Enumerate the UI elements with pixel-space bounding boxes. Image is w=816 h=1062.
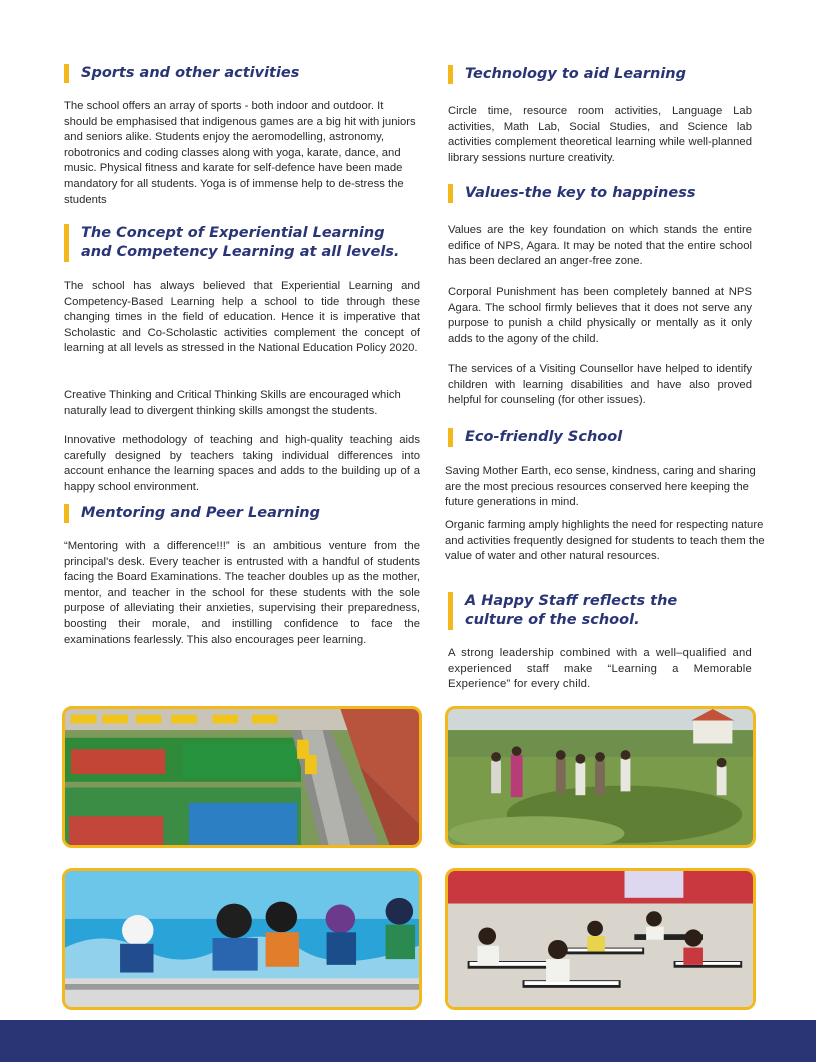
mentoring-heading [64, 504, 420, 523]
staff-title-line-1: A Happy Staff reflects the [465, 593, 678, 609]
technology-heading [448, 65, 752, 84]
values-paragraph-1: Values are the key foundation on which stands the entire edifice of NPS, Agara. It may be noted that the entire school has been declared an anger-free zone. [448, 224, 752, 268]
technology-title: Technology to aid Learning [465, 66, 686, 82]
footer-band [0, 1020, 816, 1062]
technology-text: Circle time, resource room activities, Language Lab activities, Math Lab, Social Studies, and Science lab activities complement theoretical learning while well-planned library sessions nurture creativity. [448, 105, 752, 164]
values-paragraph-2: Corporal Punishment has been completely banned at NPS Agara. The school firmly believes that it does not serve any purpose to punish a child physically or mentally as it only adds to the agony of the child. [448, 286, 752, 345]
concept-title: The Concept of Experiential Learning and Competency Learning at all levels. [81, 225, 400, 260]
concept-paragraph-2: Creative Thinking and Critical Thinking Skills are encouraged which naturally lead to divergent thinking skills amongst the students. [64, 389, 401, 417]
music-class-photo [445, 868, 756, 1010]
organic-farming-photo [445, 706, 756, 848]
eco-heading [448, 428, 752, 447]
eco-paragraph-1: Saving Mother Earth, eco sense, kindness, caring and sharing are the most precious resources conserved here keeping the future generations in mind. [445, 465, 756, 509]
sports-heading [64, 64, 424, 83]
values-title: Values-the key to happiness [465, 185, 696, 201]
values-paragraph-3: The services of a Visiting Counsellor have helped to identify children with learning disabilities and have also proved helpful for counseling (for other issues). [448, 363, 752, 407]
concept-paragraph-1: The school has always believed that Experiential Learning and Competency-Based Learning help a school to tide through these changing times in the field of education. Hence it is imperative that Scholastic and Co-Scholastic activities complement the concept of learning at all levels as stressed in the National Education Policy 2020. [64, 280, 420, 355]
eco-paragraph-2: Organic farming amply highlights the need for respecting nature and activities frequently designed for students to teach them the value of water and other natural resources. [445, 519, 765, 563]
eco-title: Eco-friendly School [465, 429, 623, 445]
concept-paragraph-3: Innovative methodology of teaching and high-quality teaching aids carefully designed by teachers taking individual differences into account enhance the learning spaces and adds to the building up of a happy school environment. [64, 434, 420, 493]
staff-heading [448, 592, 752, 630]
staff-text: A strong leadership combined with a well–qualified and experienced staff make “Learning a Memorable Experience” for every child. [448, 647, 752, 691]
values-heading [448, 184, 752, 203]
campus-aerial-photo [62, 706, 422, 848]
sports-title: Sports and other activities [81, 65, 300, 81]
mentoring-text: “Mentoring with a difference!!!” is an ambitious venture from the principal's desk. Every teacher is entrusted with a handful of students facing the Board Examinations. The teacher doubles up as the mother, mentor, and teacher in the school for these students with the sole purpose of alleviating their anxieties, supervising their preparedness, boosting their morale, and instilling confidence to face the examinations fearlessly. This also encourages peer learning. [64, 540, 420, 646]
staff-title-line-2: culture of the school. [465, 612, 640, 628]
swimming-photo [62, 868, 422, 1010]
sports-text: The school offers an array of sports - both indoor and outdoor. It should be emphasised that indigenous games are a big hit with juniors and seniors alike. Students enjoy the aeromodelling, astronomy, robotronics and coding classes along with yoga, karate, dance, and music. Physical fitness and karate for self-defence have been made mandatory for all students. Yoga is of immense help to de-stress the students [64, 100, 416, 206]
mentoring-title: Mentoring and Peer Learning [81, 505, 320, 521]
concept-heading [64, 224, 420, 262]
